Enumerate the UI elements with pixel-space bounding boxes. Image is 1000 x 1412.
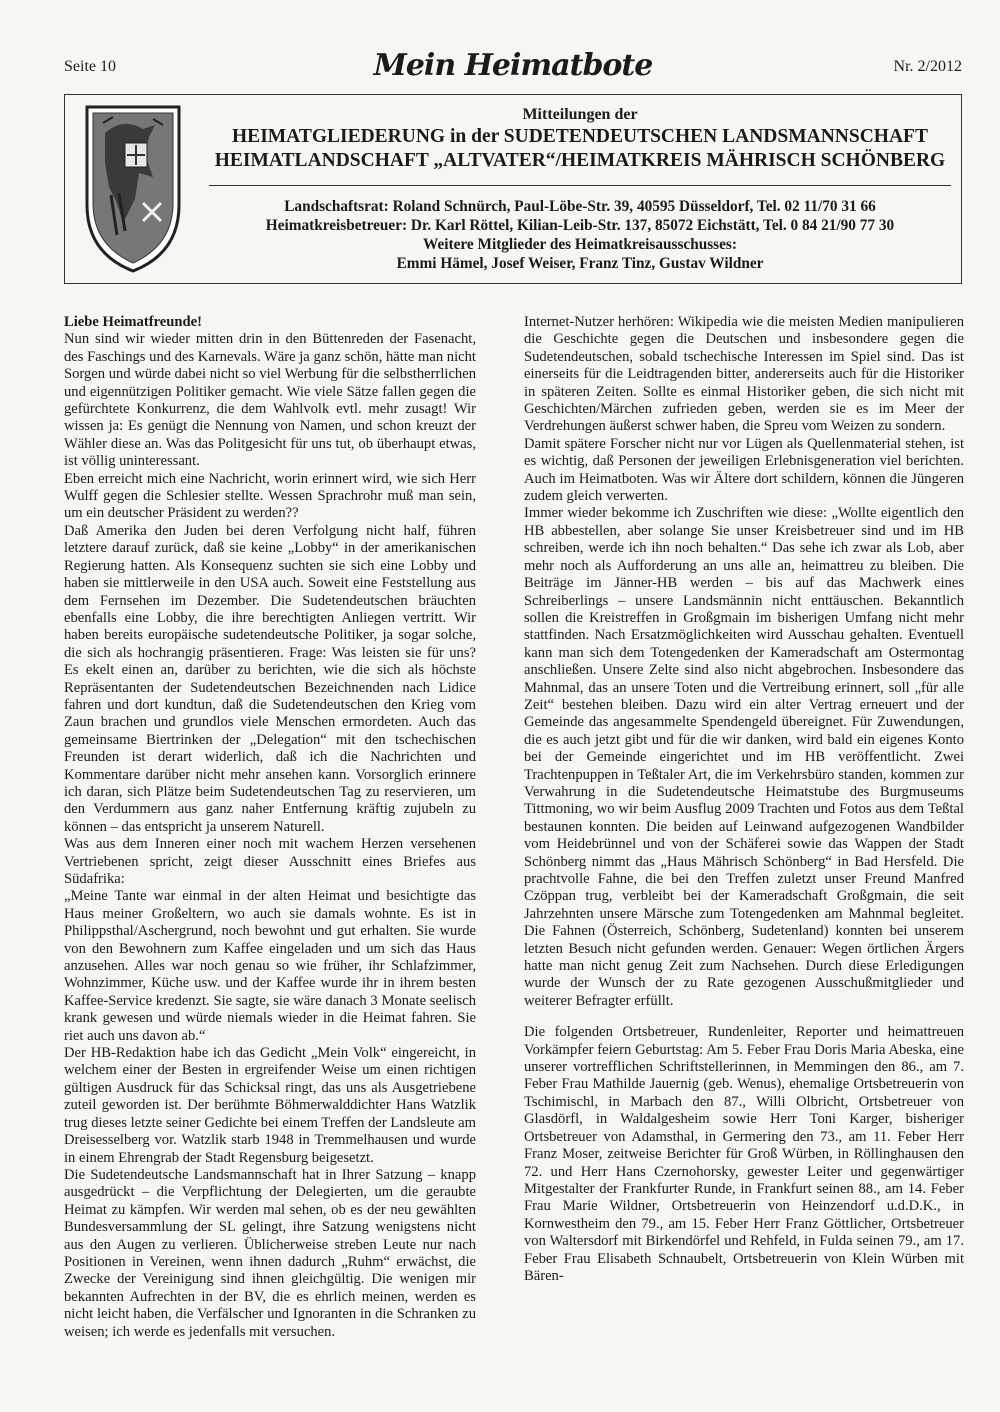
divider <box>209 185 951 186</box>
contact-landschaftsrat: Landschaftsrat: Roland Schnürch, Paul-Löbe-Str. 39, 40595 Düsseldorf, Tel. 02 11/70 31 66 <box>284 198 876 215</box>
association-info-box <box>64 94 962 284</box>
paragraph: Nun sind wir wieder mitten drin in den Büttenreden der Fasenacht, des Faschings und des Karnevals. Wäre ja ganz schön, hätte man nicht Sorgen und würde dabei nicht so viel Werbung für die selbstherrlichen und eigennützigen Politiker gemacht. Wie viele Sätze fallen gegen die gefürchtete Konkurrenz, die dem Wahlvolk evtl. mehr zusagt! Wir wissen ja: Es genügt die Nennung von Namen, und schon kreuzt der Wähler diese an. Was das Politgesicht für uns tut, ob überhaupt etwas, ist völlig uninteressant. <box>64 331 476 470</box>
issue-number: Nr. 2/2012 <box>893 58 962 75</box>
page-header <box>64 48 962 88</box>
members-heading: Weitere Mitglieder des Heimatkreisausschusses: <box>423 236 737 253</box>
paragraph: Der HB-Redaktion habe ich das Gedicht „Mein Volk“ eingereicht, in welchem einer der Besten in ergreifender Weise um einen richtigen gültigen Ausdruck für das Schicksal ringt, das uns als Ausgetriebene zuteil geworden ist. Der berühmte Böhmerwalddichter Hans Watzlik trug dieses letzte seiner Gedichte bei einem Treffen der Landsleute am Dreisesselberg vor. Watzlik starb 1948 in Tremmelhausen und wurde in einem Ehrengrab der Stadt Regensburg beigesetzt. <box>64 1045 476 1166</box>
box-title-line-2: HEIMATLANDSCHAFT „ALTVATER“/HEIMATKREIS MÄHRISCH SCHÖNBERG <box>214 150 946 171</box>
paragraph: Was aus dem Inneren einer noch mit wachem Herzen versehenen Vertriebenen spricht, zeigt dieser Ausschnitt eines Briefes aus Südafrika: <box>64 836 476 887</box>
paragraph: Immer wieder bekomme ich Zuschriften wie diese: „Wollte eigentlich den HB abbestellen, aber solange Sie unser Kreisbetreuer sind und im HB schreiben, werde ich ihn noch behalten.“ Das sehe ich zwar als Lob, aber mehr noch als Aufforderung an uns alle an, heimattreu zu bleiben. Die Beiträge im Jänner-HB werden – bis auf das Machwerk eines Schreiberlings – unsere Landsmännin nicht enttäuschen. Bekanntlich sollen die Kreistreffen in Großgmain im bisherigen Umfang nicht mehr stattfinden. Nach Ersatzmöglichkeiten wird Ausschau gehalten. Eventuell kann man sich dem Totengedenken der Kameradschaft am Ostermontag anschließen. Unsere Zelte sind also nicht abgebrochen. Insbesondere das Mahnmal, das an unsere Toten und die Vertreibung erinnert, soll „für alle Zeit“ bestehen bleiben. Dazu wird ein alter Vertrag erneuert und der Gemeinde das angesammelte Spendengeld übereignet. Für Zuwendungen, die es auch jetzt gibt und für die wir danken, wird bald ein eigenes Konto bei der Gemeinde eingerichtet und im HB veröffentlicht. Zwei Trachtenpuppen in Teßtaler Art, die im Verkehrsbüro standen, kommen zur Verwahrung in die Sudetendeutsche Heimatstube des Burgmuseums Tittmoning, wo wir beim Ausflug 2009 Trachten und Fotos aus dem Teßtal bestaunen konnten. Die beiden auf Leinwand aufgezogenen Wandbilder vom Heidebrünnel und von der Schäferei sowie das Wappen der Stadt Schönberg nimmt das „Haus Mährisch Schönberg“ in Bad Hersfeld. Die prachtvolle Fahne, die bei den Treffen zuletzt unser Freund Manfred Czöppan trug, verbleibt bei der Kameradschaft Großgmain, die seit Jahrzehnten unsere Märsche zum Totengedenken am Mahnmal begleitet. Die Fahnen (Österreich, Schönberg, Sudetenland) konnten bei unserem letzten Besuch nicht gefunden werden. Genauer: Wegen örtlichen Ärgers hatte man nicht genug Zeit zum Nachsehen. Durch diese Erledigungen wurde der Wunsch der zu Rate gezogenen Ausschußmitglieder und weiterer Befragter erfüllt. <box>524 505 964 1009</box>
box-title-line-1: HEIMATGLIEDERUNG in der SUDETENDEUTSCHEN LANDSMANNSCHAFT <box>232 126 928 147</box>
page-number: Seite 10 <box>64 58 116 75</box>
quoted-letter: „Meine Tante war einmal in der alten Heimat und besichtigte das Haus meiner Großeltern, wo auch sie damals wohnte. Es ist in Philippsthal/Aschergrund, noch bewohnt und gut erhalten. Sie wurde von den Bewohnern zum Kaffee eingeladen und um sich das Haus anzusehen. Alles war noch genau so wie früher, ihr Schlafzimmer, Wohnzimmer, Küche usw. und der Kaffee wurde ihr in ihrem besten Kaffee-Service kredenzt. Sie sagte, sie wäre danach 3 Monate seelisch krank gewesen und würde niemals wieder in die Heimat fahren. Sie riet auch uns davon ab.“ <box>64 888 476 1044</box>
coat-of-arms-icon <box>83 103 183 275</box>
paragraph: Daß Amerika den Juden bei deren Verfolgung nicht half, führen letztere darauf zurück, daß sie keine „Lobby“ in der amerikanischen Regierung hatten. Als Konsequenz suchten sie sich eine Lobby und haben sie mittlerweile in den USA auch. Soweit eine Feststellung aus dem Fernsehen im Dezember. Die Sudetendeutschen bräuchten ebenfalls eine Lobby, die ihre berechtigten Anliegen vertritt. Wir haben bereits europäische sudetendeutsche Politiker, ja sogar solche, die sich als hochrangig präsentieren. Frage: Was leisten sie für uns? Es ekelt einen an, darüber zu berichten, wie die sich als höchste Repräsentanten der Sudetendeutschen Bezeichnenden nach Lidice fahren und dort kundtun, daß die Sudetendeutschen den Krieg vom Zaun brachen und grundlos viele Menschen ermordeten. Auch das gemeinsame Biertrinken der „Delegation“ mit den tschechischen Freunden ist derart widerlich, daß ich die Nachrichten und Kommentare darüber nicht mehr ansehen kann. Vorsorglich erinnere ich daran, sich Plätze beim Sudetendeutschen Tag zu reservieren, um den Verdummern aus ganz naher Entfernung kräftig zujubeln zu können – das entspricht ja unserem Naturell. <box>64 522 476 835</box>
box-kicker: Mitteilungen der <box>522 106 638 123</box>
paragraph: Damit spätere Forscher nicht nur vor Lügen als Quellenmaterial stehen, ist es wichtig, daß Personen der jeweiligen Erlebnisgeneration viel berichten. Auch im Heimatboten. Was wir Ältere dort schildern, können die Jüngeren zudem gleich verwerten. <box>524 435 964 505</box>
birthday-list: Die folgenden Ortsbetreuer, Rundenleiter, Reporter und heimattreuen Vorkämpfer feiern Geburtstag: Am 5. Feber Frau Doris Maria Abeska, eine unserer vortrefflichen Schriftstellerinnen, in Memmingen den 86., am 7. Feber Frau Mathilde Jauernig (geb. Wenus), ehemalige Ortsbetreuerin von Tschimischl, in Marbach den 87., Willi Olbricht, Ortsbetreuer von Glasdörfl, in Waldalgesheim sowie Herr Toni Karger, bisheriger Ortsbetreuer von Adamsthal, in Germering den 73., am 11. Feber Herr Franz Moser, zeitweise Berichter für Groß Würben, in Röllinghausen den 72. und Herr Hans Czernohorsky, gewester Leiter und gegenwärtiger Mitgestalter der Frankfurter Runde, in Frankfurt seinen 88., am 14. Feber Frau Marie Wildner, Ortsbetreuerin von Heinzendorf u.d.D.K., in Kornwestheim den 79., am 15. Feber Herr Franz Göttlicher, Ortsbetreuer von Waltersdorf mit Birkendörfel und Rehfeld, in Fulda seinen 79., am 17. Feber Frau Elisabeth Schnaubelt, Ortsbetreuerin von Klein Würben mit Bären- <box>524 1024 964 1284</box>
paragraph: Die Sudetendeutsche Landsmannschaft hat in Ihrer Satzung – knapp ausgedrückt – die Verpflichtung der Delegierten, um die geraubte Heimat zu kämpfen. Wir werden mal sehen, ob es der neu gewählten Bundesversammlung der SL gelingt, ihre Satzung wenigstens nicht aus den Augen zu verlieren. Üblicherweise streben Leute nur nach Positionen in Vereinen, wenn ihnen dadurch „Ruhm“ erwächst, die Zwecke der Vereinigung sind ihnen gleichgültig. Die wenigen mir bekannten Aufrechten in der BV, die es ehrlich meinen, werden es nicht leicht haben, die Verfälscher und Ignoranten in die Schranken zu weisen; ich werde es jedenfalls mit versuchen. <box>64 1166 476 1340</box>
paragraph: Internet-Nutzer herhören: Wikipedia wie die meisten Medien manipulieren die Geschichte gegen die Deutschen und insbesondere gegen die Sudetendeutschen, sobald tschechische Interessen im Spiel sind. Das ist einerseits für die Leidtragenden bitter, andererseits auch für die Historiker in späteren Zeiten. Sollte es einmal Historiker geben, die sich nicht mit Geschichten/Märchen zufrieden geben, werden sie es im Meer der Verdrehungen äußerst schwer haben, die Spreu vom Weizen zu sondern. <box>524 314 964 435</box>
members-list: Emmi Hämel, Josef Weiser, Franz Tinz, Gustav Wildner <box>396 255 764 272</box>
contacts-block <box>209 197 951 273</box>
contact-heimatkreisbetreuer: Heimatkreisbetreuer: Dr. Karl Röttel, Kilian-Leib-Str. 137, 85072 Eichstätt, Tel. 0 84 21/90 77 30 <box>265 217 895 234</box>
newspaper-logo: Mein Heimatbote <box>373 48 653 83</box>
paragraph: Eben erreicht mich eine Nachricht, worin erinnert wird, wie sich Herr Wulff gegen die Schlesier stellte. Wessen Sprachrohr muß man sein, um ein deutscher Präsident zu werden?? <box>64 470 476 522</box>
article-column-right <box>524 314 964 1285</box>
article-column-left <box>64 314 476 1341</box>
salutation: Liebe Heimatfreunde! <box>64 314 202 330</box>
